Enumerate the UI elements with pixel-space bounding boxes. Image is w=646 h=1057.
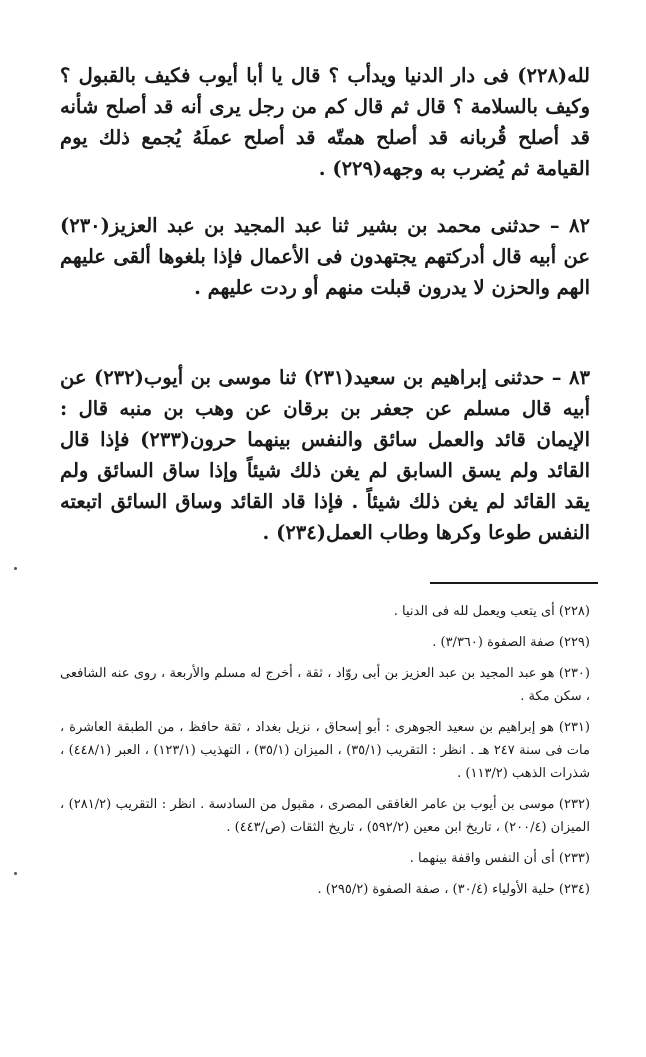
footnotes xyxy=(60,600,590,909)
paragraph-text: لله(٢٢٨) فى دار الدنيا ويدأب ؟ قال يا أبا أيوب فكيف بالقبول ؟ وكيف بالسلامة ؟ قال ثم قال كم من رجل يرى أنه قد أصلح شأنه قد أصلح قُربانه قد أصلح همتّه قد أصلح عملَهُ يُجمع ذلك يوم القيامة ثم يُضرب به وجهه(٢٢٩) . xyxy=(60,64,590,180)
paragraph-text: ٨٢ – حدثنى محمد بن بشير ثنا عبد المجيد بن عبد العزيز(٢٣٠) عن أبيه قال أدركتهم يجتهدون فى الأعمال فإذا بلغوها ألقى عليهم الهم والحزن لا يدرون قبلت منهم أو ردت عليهم . xyxy=(60,214,590,299)
body-paragraph-83 xyxy=(60,362,590,548)
footnote-234: (٢٣٤) حلية الأولياء (٣٠/٤) ، صفة الصفوة (٢٩٥/٢) . xyxy=(317,882,590,897)
footnote-228: (٢٢٨) أى يتعب ويعمل لله فى الدنيا . xyxy=(393,604,590,619)
paragraph-text: ٨٣ – حدثنى إبراهيم بن سعيد(٢٣١) ثنا موسى بن أيوب(٢٣٢) عن أبيه قال مسلم عن جعفر بن برقان عن وهب بن منبه قال : الإيمان قائد والعمل سائق والنفس بينهما حرون(٢٣٣) فإذا قال القائد ولم يسق السابق لم يغن ذلك شيئاً وإذا ساق السائق ولم يقد القائد لم يغن ذلك شيئاً . فإذا قاد القائد وساق السائق اتبعته النفس طوعا وكرها وطاب العمل(٢٣٤) . xyxy=(60,366,590,544)
footnote-231: (٢٣١) هو إبراهيم بن سعيد الجوهرى : أبو إسحاق ، نزيل بغداد ، ثقة حافظ ، من الطبقة العاشرة ، مات فى سنة ٢٤٧ هـ . انظر : التقريب (٣٥/١) ، الميزان (٣٥/١) ، التهذيب (١٢٣/١) ، العبر (٤٤٨/١) ، شذرات الذهب (١١٣/٢) . xyxy=(60,720,590,781)
body-paragraph-1 xyxy=(60,60,590,184)
scan-speck xyxy=(14,872,17,875)
footnote-230: (٢٣٠) هو عبد المجيد بن عبد العزيز بن أبى روّاد ، ثقة ، أخرج له مسلم والأربعة ، روى عنه الشافعى ، سكن مكة . xyxy=(60,666,590,704)
footnote-separator xyxy=(430,582,598,584)
footnote-232: (٢٣٢) موسى بن أيوب بن عامر الغافقى المصرى ، مقبول من السادسة . انظر : التقريب (٢٨١/٢) ، الميزان (٢٠٠/٤) ، تاريخ ابن معين (٥٩٢/٢) ، تاريخ الثقات (ص/٤٤٣) . xyxy=(60,797,591,835)
body-paragraph-82 xyxy=(60,210,590,303)
footnote-233: (٢٣٣) أى أن النفس واقفة بينهما . xyxy=(409,851,590,866)
footnote-229: (٢٢٩) صفة الصفوة (٣/٣٦٠) . xyxy=(432,635,590,650)
scan-speck xyxy=(14,567,17,570)
